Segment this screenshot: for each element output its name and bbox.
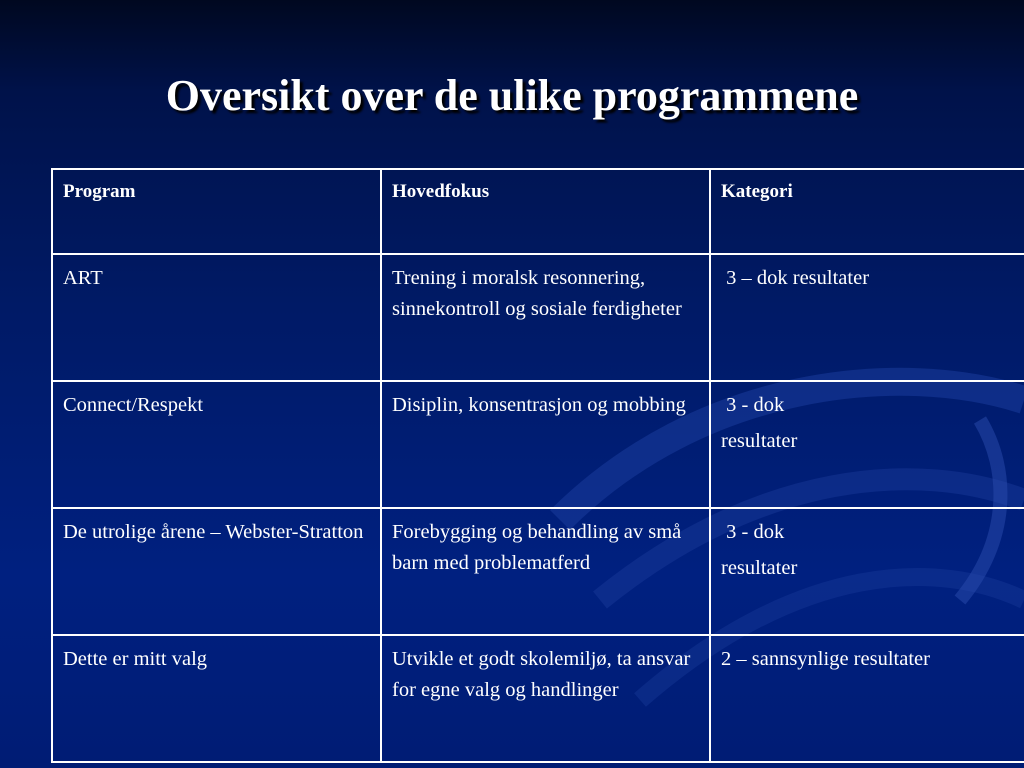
category-line: resultater: [721, 429, 798, 452]
header-program: Program: [52, 169, 381, 254]
category-line: resultater: [721, 556, 798, 579]
cell-focus: Forebygging og behandling av små barn med problematferd: [381, 508, 710, 635]
category-line: 3 - dok: [721, 520, 785, 543]
cell-program: Connect/Respekt: [52, 381, 381, 508]
slide-title: Oversikt over de ulike programmene: [165, 71, 859, 120]
cell-category: [710, 381, 1024, 508]
table-row: [52, 508, 1024, 635]
table-row: [52, 381, 1024, 508]
table-row: [52, 635, 1024, 762]
table-row: [52, 254, 1024, 381]
program-table-container: [51, 168, 976, 763]
cell-program: ART: [52, 254, 381, 381]
cell-category: [710, 508, 1024, 635]
cell-category: 3 – dok resultater: [710, 254, 1024, 381]
header-focus: Hovedfokus: [381, 169, 710, 254]
cell-program: De utrolige årene – Webster-Stratton: [52, 508, 381, 635]
table-header-row: [52, 169, 1024, 254]
program-table: [51, 168, 1024, 763]
header-category: Kategori: [710, 169, 1024, 254]
cell-program: Dette er mitt valg: [52, 635, 381, 762]
category-line: 3 - dok: [721, 393, 785, 416]
cell-focus: Trening i moralsk resonnering, sinnekontroll og sosiale ferdigheter: [381, 254, 710, 381]
cell-focus: Disiplin, konsentrasjon og mobbing: [381, 381, 710, 508]
cell-focus: Utvikle et godt skolemiljø, ta ansvar for egne valg og handlinger: [381, 635, 710, 762]
cell-category: 2 – sannsynlige resultater: [710, 635, 1024, 762]
